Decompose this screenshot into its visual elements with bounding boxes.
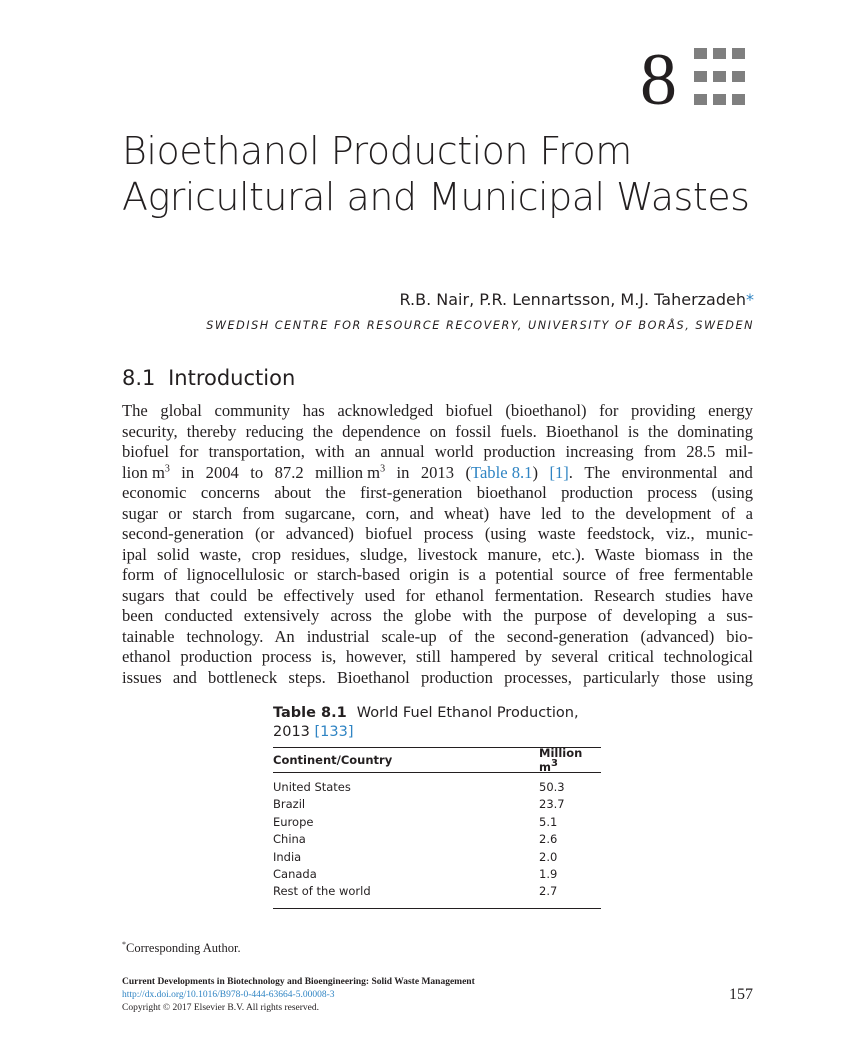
book-title: Current Developments in Biotechnology and Bioengineering: Solid Waste Management xyxy=(122,977,475,987)
table-row xyxy=(273,796,601,813)
chapter-title xyxy=(122,128,749,220)
table-row xyxy=(273,849,601,866)
footnote: *Corresponding Author. xyxy=(122,939,241,955)
value-cell: 2.6 xyxy=(539,832,558,847)
table-ref-link[interactable]: Table 8.1 xyxy=(470,462,533,482)
value-cell: 23.7 xyxy=(539,797,565,812)
table-row xyxy=(273,866,601,883)
table-body xyxy=(273,773,601,908)
paragraph-line: security, thereby reducing the dependence on fossil fuels. Bioethanol is the dominating xyxy=(122,421,753,441)
table-row xyxy=(273,883,601,900)
country-cell: China xyxy=(273,832,306,847)
table-row xyxy=(273,831,601,848)
country-cell: Rest of the world xyxy=(273,884,371,899)
table-caption-text: 2013 xyxy=(273,724,315,740)
table-row xyxy=(273,779,601,796)
table-caption xyxy=(273,704,603,742)
country-cell: Canada xyxy=(273,866,317,881)
paragraph-line: form of lignocellulosic or starch-based origin is a potential source of free fermentable xyxy=(122,565,753,584)
paragraph-line: ethanol production process is, however, still hampered by several critical technological xyxy=(122,647,753,666)
paragraph-line: The global community has acknowledged biofuel (bioethanol) for providing energy xyxy=(122,401,753,420)
chapter-grid-icon xyxy=(694,48,756,106)
chapter-title-line: Bioethanol Production From xyxy=(122,129,632,173)
ethanol-production-table xyxy=(273,747,601,909)
table-citation-link[interactable]: [133] xyxy=(314,724,354,740)
table-caption-text: World Fuel Ethanol Production, xyxy=(356,705,579,721)
country-cell: United States xyxy=(273,780,351,794)
paragraph-line: economic concerns about the first-generation bioethanol production process (using xyxy=(122,483,753,502)
corresponding-author-link[interactable]: * xyxy=(746,290,754,309)
paragraph-line: tainable technology. An industrial scale-up of the second-generation (advanced) bio- xyxy=(122,626,753,646)
paragraph-line: lion $m^3$ in 2004 to 87.2 million $m^3$ in 2013 (Table 8.1) [1]. The environmental and xyxy=(122,462,753,482)
country-cell: India xyxy=(273,849,302,864)
section-heading xyxy=(122,366,295,390)
paragraph-line: been conducted extensively across the globe with the purpose of developing a sus- xyxy=(122,606,753,625)
country-cell: Europe xyxy=(273,814,314,829)
introduction-paragraph xyxy=(122,401,753,688)
table-label: Table 8.1 xyxy=(273,705,347,721)
section-title: Introduction xyxy=(168,366,296,390)
value-cell: 5.1 xyxy=(539,814,558,829)
column-header: Continent/Country xyxy=(273,753,393,767)
paragraph-line: biofuel for transportation, with an annual world production increasing from 28.5 mil- xyxy=(122,442,753,461)
citation-link[interactable]: [1] xyxy=(549,462,569,482)
section-number: 8.1 xyxy=(122,366,156,390)
paragraph-line: ipal solid waste, crop residues, sludge, livestock manure, etc.). Waste biomass in the xyxy=(122,544,753,564)
affiliation: SWEDISH CENTRE FOR RESOURCE RECOVERY, UNIVERSITY OF BORÅS, SWEDEN xyxy=(206,319,754,332)
table-row xyxy=(273,814,601,831)
value-cell: 2.7 xyxy=(539,884,558,899)
column-header: Million $m^3$ xyxy=(539,746,583,774)
author-names: R.B. Nair, P.R. Lennartsson, M.J. Taherzadeh xyxy=(399,290,746,309)
paragraph-line: sugars that could be effectively used for ethanol fermentation. Research studies have xyxy=(122,585,753,605)
value-cell: 2.0 xyxy=(539,849,558,864)
country-cell: Brazil xyxy=(273,797,306,812)
paragraph-line: issues and bottleneck steps. Bioethanol production processes, particularly those using xyxy=(122,667,753,687)
doi-link[interactable]: http://dx.doi.org/10.1016/B978-0-444-63664-5.00008-3 xyxy=(122,990,335,1000)
chapter-number: 8 xyxy=(640,39,677,121)
table-header xyxy=(273,748,601,772)
page-number: 157 xyxy=(729,986,753,1003)
paragraph-line: sugar or starch from sugarcane, corn, and wheat) have led to the development of a xyxy=(122,503,753,523)
author-list xyxy=(399,290,754,309)
value-cell: 50.3 xyxy=(539,780,565,794)
paragraph-line: second-generation (or advanced) biofuel process (using waste feedstock, viz., munic- xyxy=(122,524,753,543)
chapter-title-line: Agricultural and Municipal Wastes xyxy=(122,175,750,219)
copyright: Copyright © 2017 Elsevier B.V. All rights reserved. xyxy=(122,1003,320,1013)
value-cell: 1.9 xyxy=(539,866,558,881)
